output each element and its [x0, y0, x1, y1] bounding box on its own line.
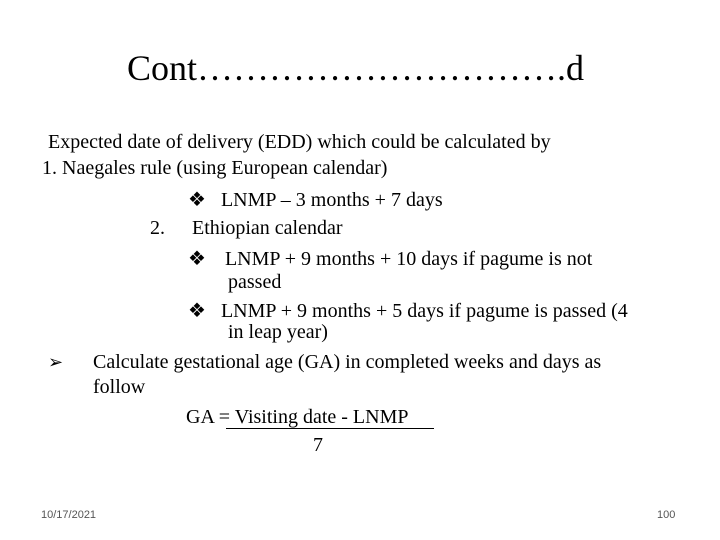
- bullet-2-line-1: LNMP + 9 months + 5 days if pagume is passed (4: [220, 300, 628, 322]
- naegales-formula: LNMP – 3 months + 7 days: [220, 189, 443, 211]
- bullet-2-line-2: in leap year): [228, 321, 328, 343]
- formula-denominator: 7: [313, 434, 323, 456]
- ethiopian-bullet-1: [188, 247, 592, 271]
- ga-formula: [186, 405, 409, 429]
- bullet-1-line-2: passed: [228, 271, 282, 293]
- naegales-bullet: [188, 188, 443, 212]
- edd-intro: Expected date of delivery (EDD) which could be calculated by: [48, 131, 551, 153]
- ga-line-2: follow: [93, 376, 146, 398]
- formula-text: GA = Visiting date - LNMP: [186, 406, 409, 428]
- ga-bullet: [48, 350, 63, 375]
- diamond-bullet-icon: ❖: [188, 189, 206, 211]
- ethiopian-calendar-label: Ethiopian calendar: [192, 217, 343, 239]
- formula-underline: [226, 428, 434, 429]
- naegales-rule-item: 1. Naegales rule (using European calendar): [42, 157, 388, 179]
- page-number: 100: [657, 509, 676, 521]
- diamond-bullet-icon: ❖: [188, 300, 206, 322]
- diamond-bullet-icon: ❖: [188, 248, 206, 270]
- footer-date: 10/17/2021: [41, 509, 97, 521]
- bullet-1-line-1: LNMP + 9 months + 10 days if pagume is not: [224, 248, 593, 270]
- ga-line-1: Calculate gestational age (GA) in completed weeks and days as: [93, 351, 602, 373]
- item-2-number: 2.: [150, 217, 165, 239]
- slide-title: Cont………………………….d: [127, 48, 585, 88]
- arrow-bullet-icon: ➢: [48, 352, 64, 373]
